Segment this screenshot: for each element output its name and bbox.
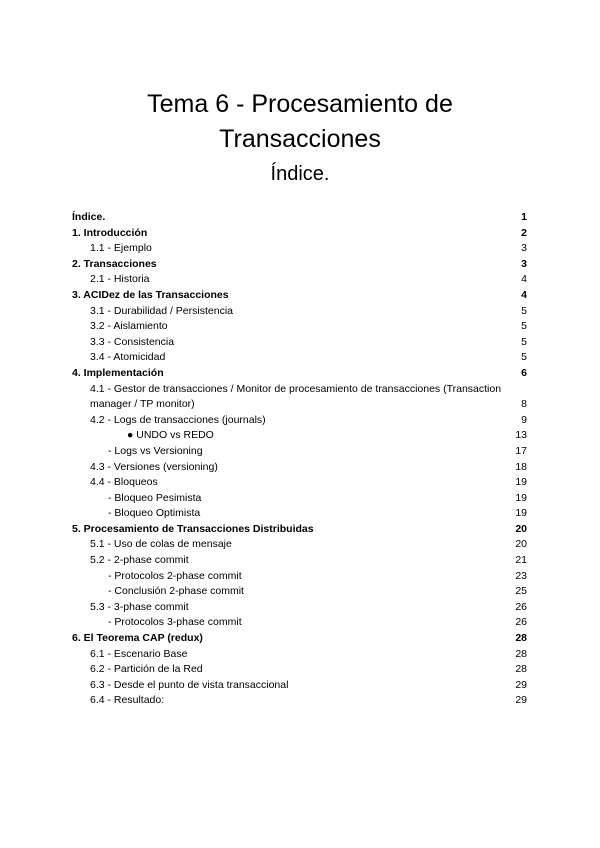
toc-entry-label: 3.1 - Durabilidad / Persistencia: [90, 304, 233, 317]
toc-entry-label: 4.1 - Gestor de transacciones / Monitor de procesamiento de transacciones (Transaction manager / TP monitor): [90, 382, 502, 411]
toc-entry-page: 17: [515, 444, 527, 457]
document-title-line2: Transacciones: [219, 124, 381, 153]
toc-entry[interactable]: [72, 693, 527, 709]
toc-entry-page: 19: [515, 476, 527, 489]
toc-entry-page: 20: [515, 522, 527, 535]
toc-entry[interactable]: [72, 350, 527, 366]
toc-entry-page: 28: [515, 647, 527, 660]
toc-entry-label: 6. El Teorema CAP (redux): [72, 632, 203, 645]
toc-entry-page: 8: [521, 398, 527, 411]
toc-entry-label: Índice.: [72, 211, 106, 223]
toc-entry-label: 1. Introducción: [72, 226, 148, 239]
toc-entry-label: - Logs vs Versioning: [108, 444, 203, 457]
toc-entry[interactable]: [72, 662, 527, 678]
toc-entry[interactable]: [72, 335, 527, 351]
toc-entry-label: 4.3 - Versiones (versioning): [90, 460, 218, 473]
toc-entry-label: 6.3 - Desde el punto de vista transaccional: [90, 678, 289, 691]
toc-entry[interactable]: [72, 210, 527, 226]
toc-entry-label: 4.2 - Logs de transacciones (journals): [90, 413, 266, 426]
toc-entry-page: 21: [515, 554, 527, 567]
toc-entry[interactable]: [72, 272, 527, 288]
toc-entry[interactable]: [72, 506, 527, 522]
toc-entry-page: 3: [521, 257, 527, 270]
toc-entry[interactable]: [72, 413, 527, 429]
toc-entry-page: 26: [515, 600, 527, 613]
toc-entry-label: 3.2 - Aislamiento: [90, 320, 168, 333]
toc-entry[interactable]: [72, 584, 527, 600]
toc-entry-label: - Bloqueo Pesimista: [108, 491, 202, 504]
toc-entry-label: 3.3 - Consistencia: [90, 335, 175, 348]
toc-entry-label: 2.1 - Historia: [90, 273, 150, 286]
toc-entry-label: 6.2 - Partición de la Red: [90, 663, 203, 676]
toc-entry-label: 3.4 - Atomicidad: [90, 351, 166, 364]
toc-entry[interactable]: [72, 382, 527, 413]
toc-entry-page: 19: [515, 491, 527, 504]
toc-entry-label: 6.4 - Resultado:: [90, 694, 165, 707]
toc-entry-page: 9: [521, 413, 527, 426]
toc-entry-page: 26: [515, 616, 527, 629]
toc-entry[interactable]: [72, 304, 527, 320]
toc-entry-page: 19: [515, 507, 527, 520]
toc-entry-page: 4: [521, 288, 527, 301]
toc-entry-page: 25: [515, 585, 527, 598]
toc-entry-label: 4.4 - Bloqueos: [90, 476, 158, 489]
toc-entry-label: 5. Procesamiento de Transacciones Distribuidas: [72, 522, 314, 535]
index-heading: Índice.: [270, 163, 330, 185]
toc-entry-label: - Protocolos 2-phase commit: [108, 569, 242, 582]
toc-entry[interactable]: [72, 600, 527, 616]
toc-entry-label: 2. Transacciones: [72, 257, 157, 270]
toc-entry-page: 18: [515, 460, 527, 473]
toc-entry-page: 5: [521, 335, 527, 348]
toc-entry-page: 20: [515, 538, 527, 551]
toc-entry-label: 6.1 - Escenario Base: [90, 647, 188, 660]
toc-entry[interactable]: [72, 631, 527, 647]
toc-entry[interactable]: [72, 319, 527, 335]
toc-entry-label: 4. Implementación: [72, 366, 164, 379]
toc-entry-page: 13: [515, 429, 527, 442]
toc-entry[interactable]: [72, 428, 527, 444]
toc-entry-page: 6: [521, 366, 527, 379]
toc-entry-label: 3. ACIDez de las Transacciones: [72, 288, 229, 301]
toc-entry-page: 5: [521, 351, 527, 364]
toc-entry[interactable]: [72, 491, 527, 507]
toc-entry-label: 5.1 - Uso de colas de mensaje: [90, 538, 232, 551]
toc-entry-page: 28: [515, 632, 527, 645]
toc-entry[interactable]: [72, 444, 527, 460]
toc-entry-page: 29: [515, 678, 527, 691]
toc-entry-page: 28: [515, 663, 527, 676]
toc-entry[interactable]: [72, 226, 527, 242]
toc-entry[interactable]: [72, 569, 527, 585]
toc-entry[interactable]: [72, 678, 527, 694]
toc-entry[interactable]: [72, 241, 527, 257]
document-title: [0, 87, 600, 157]
toc-entry-page: 2: [521, 226, 527, 239]
toc-entry[interactable]: [72, 257, 527, 273]
toc-entry-page: 1: [521, 211, 527, 223]
toc-entry-page: 4: [521, 273, 527, 286]
toc-entry-label: - Conclusión 2-phase commit: [108, 585, 244, 598]
toc-entry[interactable]: [72, 475, 527, 491]
toc-entry[interactable]: [72, 647, 527, 663]
document-title-line1: Tema 6 - Procesamiento de: [147, 89, 453, 118]
toc-entry-label: ● UNDO vs REDO: [127, 429, 214, 442]
toc-entry[interactable]: [72, 553, 527, 569]
toc-entry-page: 5: [521, 304, 527, 317]
toc-entry-label: - Protocolos 3-phase commit: [108, 616, 242, 629]
toc-entry-page: 23: [515, 569, 527, 582]
toc-entry-label: 5.2 - 2-phase commit: [90, 554, 189, 567]
toc-entry-label: - Bloqueo Optimista: [108, 507, 201, 520]
toc-entry-page: 29: [515, 694, 527, 707]
toc-entry-label: 1.1 - Ejemplo: [90, 242, 152, 255]
toc-entry[interactable]: [72, 460, 527, 476]
table-of-contents: [72, 210, 527, 709]
toc-entry[interactable]: [72, 522, 527, 538]
toc-entry[interactable]: [72, 366, 527, 382]
toc-entry-page: 3: [521, 242, 527, 255]
toc-entry-label: 5.3 - 3-phase commit: [90, 600, 189, 613]
toc-entry[interactable]: [72, 537, 527, 553]
toc-entry-page: 5: [521, 320, 527, 333]
toc-entry[interactable]: [72, 288, 527, 304]
toc-entry[interactable]: [72, 615, 527, 631]
